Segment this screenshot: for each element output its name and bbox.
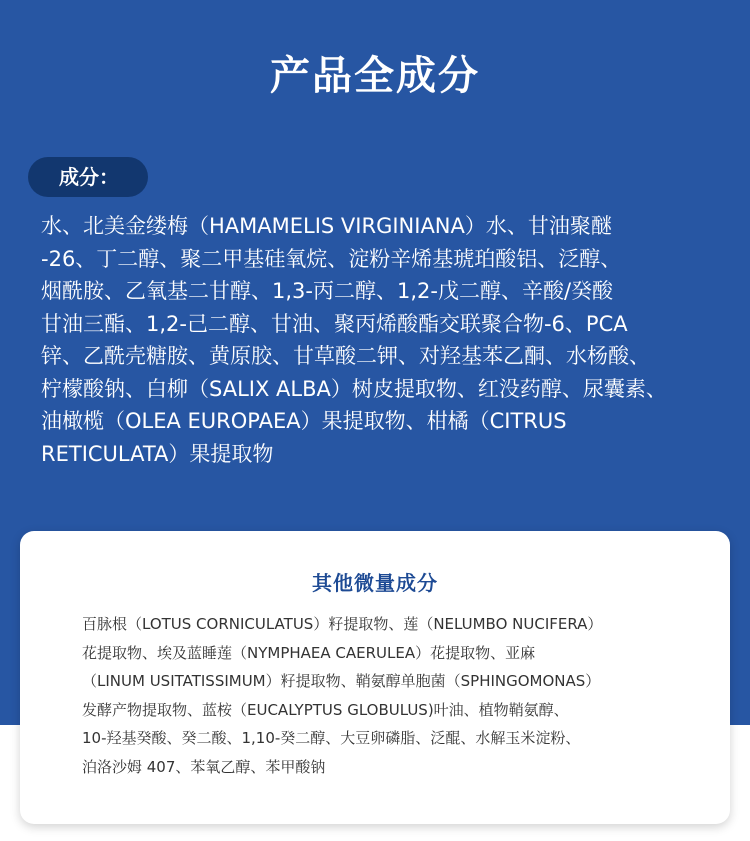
ingredients-line: 油橄榄（OLEA EUROPAEA）果提取物、柑橘（CITRUS [41,409,567,433]
ingredients-list [41,210,725,470]
minor-ingredients-card [20,531,730,824]
ingredients-line: RETICULATA）果提取物 [41,441,274,466]
ingredients-line: 甘油三酯、1,2-己二醇、甘油、聚丙烯酸酯交联聚合物-6、PCA [41,311,628,336]
minor-ingredients-line: （LINUM USITATISSIMUM）籽提取物、鞘氨醇单胞菌（SPHINGOMONAS） [82,672,601,691]
minor-ingredients-line: 10-羟基癸酸、癸二酸、1,10-癸二醇、大豆卵磷脂、泛醌、水解玉米淀粉、 [82,729,581,748]
ingredients-line: 锌、乙酰壳糖胺、黄原胶、甘草酸二钾、对羟基苯乙酮、水杨酸、 [41,344,650,368]
ingredients-line: 水、北美金缕梅（HAMAMELIS VIRGINIANA）水、甘油聚醚 [41,214,612,238]
ingredients-line: 烟酰胺、乙氧基二甘醇、1,3-丙二醇、1,2-戊二醇、辛酸/癸酸 [41,279,614,303]
page-title: 产品全成分 [270,53,480,99]
minor-ingredients-line: 泊洛沙姆 407、苯氧乙醇、苯甲酸钠 [82,757,326,776]
minor-ingredients-line: 发酵产物提取物、蓝桉（EUCALYPTUS GLOBULUS)叶油、植物鞘氨醇、 [82,700,569,719]
ingredients-line: 柠檬酸钠、白柳（SALIX ALBA）树皮提取物、红没药醇、尿囊素、 [41,376,667,401]
minor-ingredients-title: 其他微量成分 [312,571,438,595]
ingredients-label-badge: 成分： [28,157,148,197]
minor-ingredients-line: 百脉根（LOTUS CORNICULATUS）籽提取物、莲（NELUMBO NUCIFERA） [82,615,603,633]
minor-ingredients-list [82,610,682,782]
minor-ingredients-line: 花提取物、埃及蓝睡莲（NYMPHAEA CAERULEA）花提取物、亚麻 [82,643,536,662]
ingredients-line: -26、丁二醇、聚二甲基硅氧烷、淀粉辛烯基琥珀酸铝、泛醇、 [41,246,622,271]
